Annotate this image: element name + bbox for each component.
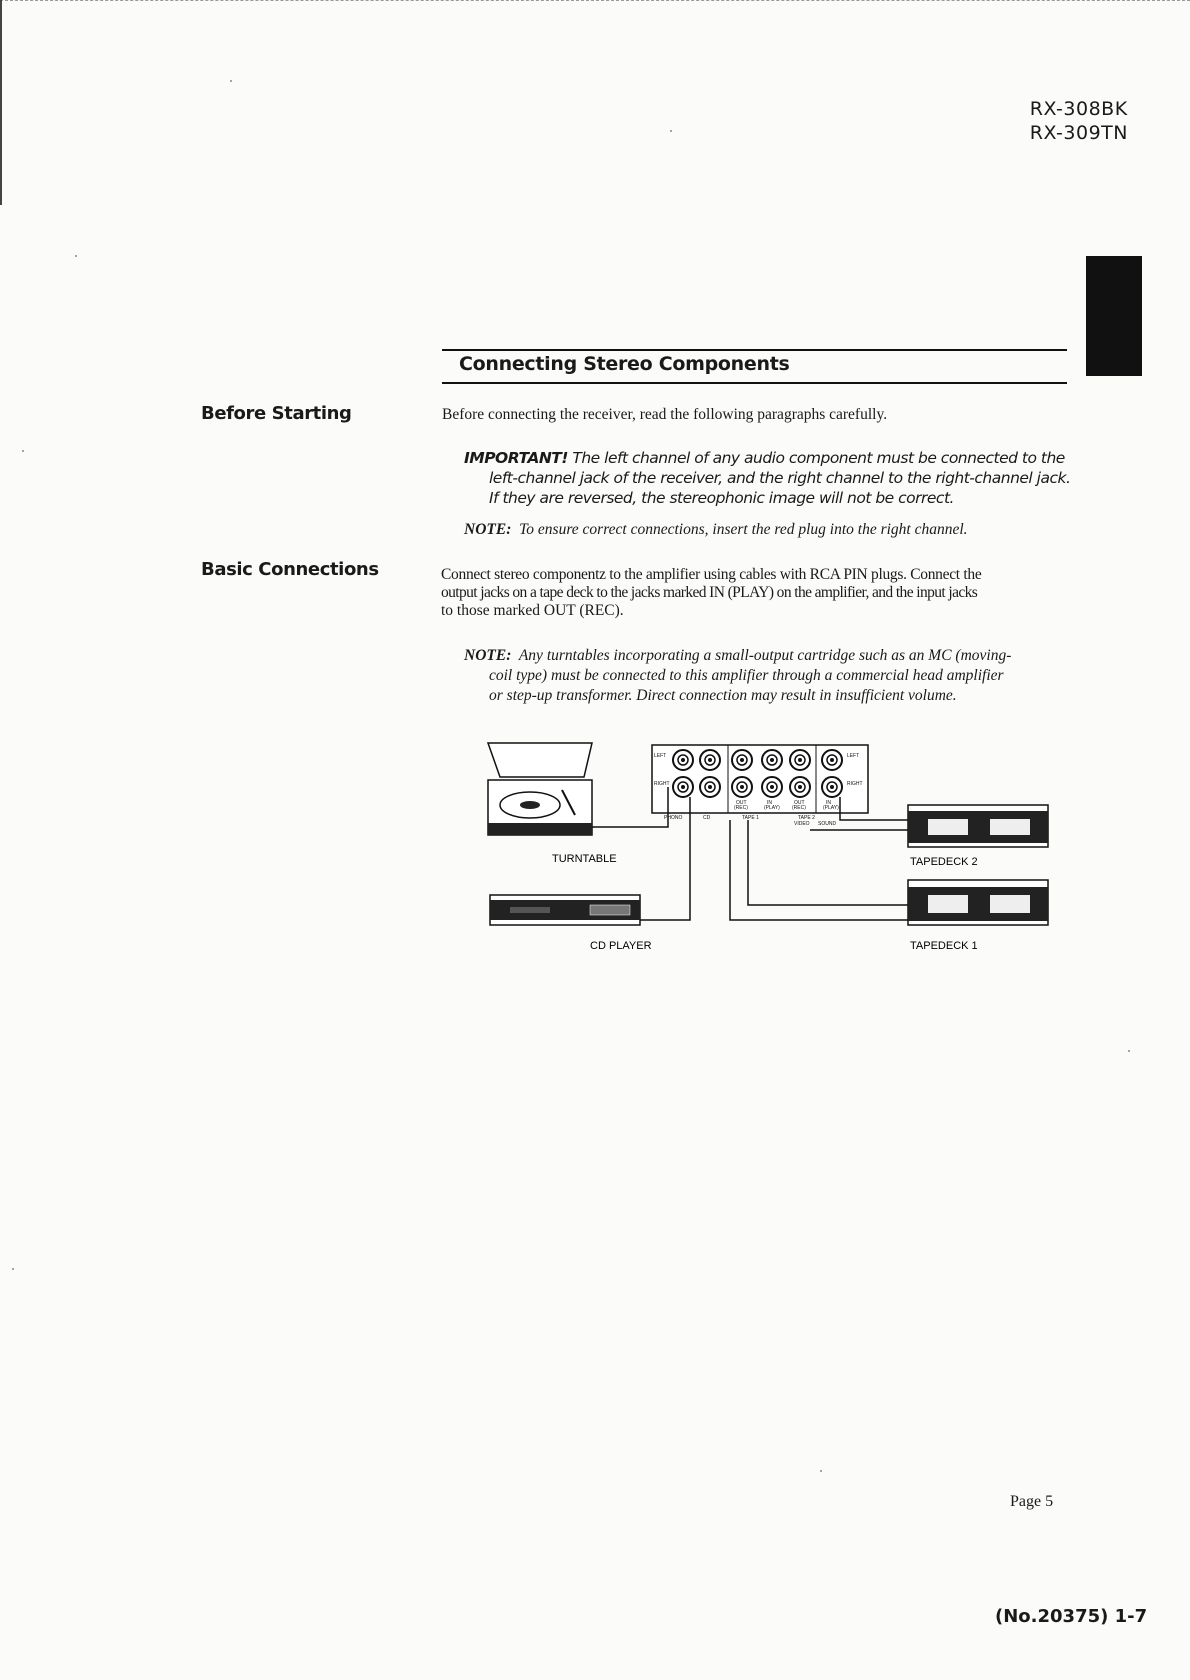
before-starting-intro: Before connecting the receiver, read the following paragraphs carefully.: [442, 406, 888, 423]
note-basic-text-1: Any turntables incorporating a small-output cartridge such as an MC (moving-: [518, 647, 1012, 664]
scan-edge-top: [0, 0, 1190, 2]
important-text-1: The left channel of any audio component must be connected to the: [572, 449, 1065, 467]
important-line-1: [464, 449, 1065, 468]
model-line-1: RX-308BK: [1029, 98, 1128, 120]
tapedeck1-label: TAPEDECK 1: [910, 940, 978, 952]
section-rule-bottom: [442, 382, 1067, 384]
panel-tape2: TAPE 2: [798, 815, 815, 821]
scan-speck: [12, 1268, 14, 1270]
panel-phono: PHONO: [664, 815, 683, 821]
section-rule-top: [442, 349, 1067, 351]
turntable-device: [488, 743, 592, 835]
model-numbers: [1030, 97, 1128, 145]
panel-rec1: (REC): [734, 805, 748, 811]
tapedeck2-device: [908, 805, 1048, 847]
basic-connections-line-2: output jacks on a tape deck to the jacks marked IN (PLAY) on the amplifier, and the input jacks: [441, 584, 978, 601]
scan-speck: [820, 1470, 822, 1472]
important-line-3: If they are reversed, the stereophonic image will not be correct.: [489, 489, 954, 507]
scan-speck: [75, 255, 77, 257]
panel-out1: OUT: [736, 800, 747, 806]
panel-cd: CD: [703, 815, 711, 821]
scan-speck: [670, 130, 672, 132]
panel-left-label-l: LEFT: [654, 753, 667, 759]
important-line-2: left-channel jack of the receiver, and the right channel to the right-channel jack.: [489, 469, 1071, 487]
panel-out2: OUT: [794, 800, 805, 806]
note-before-starting: [464, 520, 968, 539]
panel-sound: SOUND: [818, 821, 837, 827]
cd-player-label: CD PLAYER: [590, 940, 652, 952]
tapedeck1-device: [908, 880, 1048, 925]
note-label: NOTE:: [464, 521, 512, 538]
section-title: Connecting Stereo Components: [459, 353, 790, 375]
basic-connections-heading: Basic Connections: [201, 559, 379, 580]
panel-video: VIDEO: [794, 821, 810, 827]
section-index-tab: [1086, 256, 1142, 376]
amplifier-rear-panel: [652, 745, 868, 827]
scan-speck: [1128, 1050, 1130, 1052]
page-number: Page 5: [1010, 1493, 1054, 1510]
panel-in2: IN: [826, 800, 831, 806]
panel-play2: (PLAY): [823, 805, 839, 811]
note-basic-line-2: coil type) must be connected to this amplifier through a commercial head amplifier: [489, 667, 1004, 684]
note-basic-line-3: or step-up transformer. Direct connection may result in insufficient volume.: [489, 687, 957, 704]
panel-play1: (PLAY): [764, 805, 780, 811]
panel-in1: IN: [767, 800, 772, 806]
turntable-label: TURNTABLE: [552, 853, 617, 865]
panel-left-label-r: LEFT: [847, 753, 860, 759]
scan-speck: [22, 450, 24, 452]
scan-speck: [230, 80, 232, 82]
basic-connections-line-1: Connect stereo componentz to the amplifier using cables with RCA PIN plugs. Connect the: [441, 566, 982, 583]
panel-tape1: TAPE 1: [742, 815, 759, 821]
tapedeck2-label: TAPEDECK 2: [910, 856, 978, 868]
note-text: To ensure correct connections, insert the red plug into the right channel.: [519, 521, 968, 538]
before-starting-heading: Before Starting: [201, 403, 352, 424]
basic-connections-line-3: to those marked OUT (REC).: [441, 602, 624, 619]
note-basic-label: NOTE:: [464, 647, 512, 664]
panel-right-label-l: RIGHT: [654, 781, 670, 787]
panel-rec2: (REC): [792, 805, 806, 811]
connection-diagram: [480, 735, 1060, 960]
note-basic-line-1: [464, 646, 1011, 665]
important-label: IMPORTANT!: [464, 449, 568, 467]
scan-edge-left: [0, 0, 2, 205]
document-number: (No.20375) 1-7: [995, 1606, 1148, 1627]
model-line-2: RX-309TN: [1029, 122, 1128, 144]
panel-right-label-r: RIGHT: [847, 781, 863, 787]
cd-player-device: [490, 895, 640, 925]
